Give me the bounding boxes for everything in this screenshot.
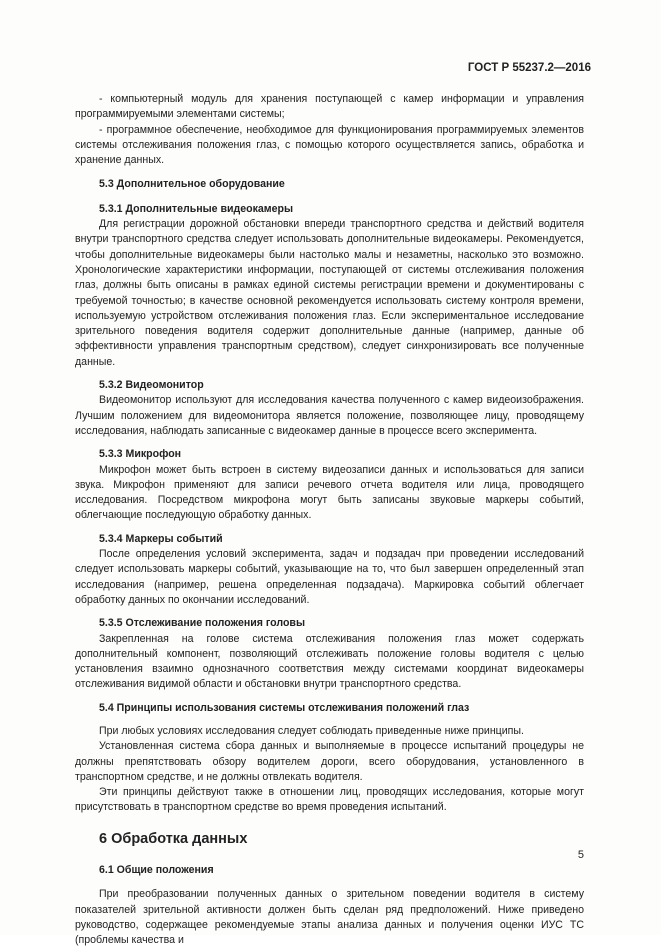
section-heading-5-3-3: 5.3.3 Микрофон xyxy=(99,448,182,461)
paragraph-5-3-1: Для регистрации дорожной обстановки впереди транспортного средства и действий водителя внутри транспортного средства следует использовать дополнительные видеокамеры. Рекомендуется, чтобы дополнительные видеокамеры были настолько малы и незаметны, насколько это возможно. Хронологические характеристики информации, поступающей от системы отслеживания положения глаз, должны быть описаны в рамках единой системы регистрации времени и документированы с требуемой точностью; в качестве основной рекомендуется использовать систему контроля времени, используемую устройством отслеживания положения глаз. Если экспериментальное исследование зрительного поведения водителя содержит дополнительные данные (например, данные об эффективности управления транспортным средством), следует синхронизировать все полученные данные. xyxy=(75,218,584,368)
page-number: 5 xyxy=(577,849,584,861)
list-item: - компьютерный модуль для хранения поступающей с камер информации и управления программируемыми элементами системы; xyxy=(75,93,584,121)
list-item: - программное обеспечение, необходимое для функционирования программируемых элементов системы отслеживания положения глаз, с помощью которого осуществляется запись, обработка и хранение данных. xyxy=(75,123,584,167)
section-heading-5-4: 5.4 Принципы использования системы отслеживания положений глаз xyxy=(99,701,470,714)
paragraph-5-3-5: Закрепленная на голове система отслеживания положения глаз может содержать дополнительный компонент, позволяющий отслеживать положение головы водителя с целью установления взаимно однозначного соответствия между системами координат видеокамеры отслеживания видимой области и обстановки внутри транспортного средства. xyxy=(75,632,584,691)
section-heading-5-3: 5.3 Дополнительное оборудование xyxy=(99,178,285,191)
section-heading-6-1: 6.1 Общие положения xyxy=(99,864,214,877)
paragraph-5-3-3: Микрофон может быть встроен в систему видеозаписи данных и использоваться для записи звука. Микрофон применяют для записи речевого отчета водителя или лица, проводящего исследования. Посредством микрофона могут быть записаны звуковые маркеры событий, облегчающие последующую обработку данных. xyxy=(75,463,584,522)
document-id: ГОСТ Р 55237.2—2016 xyxy=(467,62,591,74)
paragraph-6-1: При преобразовании полученных данных о зрительном поведении водителя в систему показателей зрительной активности должен быть сделан ряд предположений. Ниже приведено руководство, содержащее рекомендуемые этапы анализа данных и получения оценки ИУС ТС (проблемы качества и xyxy=(75,888,584,947)
section-heading-5-3-4: 5.3.4 Маркеры событий xyxy=(99,532,223,545)
chapter-heading-6: 6 Обработка данных xyxy=(99,830,248,847)
paragraph-5-4-c: Эти принципы действуют также в отношении лиц, проводящих исследования, которые могут присутствовать в транспортном средстве во время проведения испытаний. xyxy=(75,786,584,814)
section-heading-5-3-2: 5.3.2 Видеомонитор xyxy=(99,379,204,392)
paragraph-5-4-a: При любых условиях исследования следует соблюдать приведенные ниже принципы. xyxy=(99,724,524,737)
section-heading-5-3-5: 5.3.5 Отслеживание положения головы xyxy=(99,617,305,630)
section-heading-5-3-1: 5.3.1 Дополнительные видеокамеры xyxy=(99,202,294,215)
paragraph-5-3-2: Видеомонитор используют для исследования качества полученного с камер видеоизображения. Лучшим положением для видеомонитора является положение, позволяющее лицу, проводящему исследования, наблюдать записанные с видеокамер данные в процессе всего эксперимента. xyxy=(75,394,584,437)
paragraph-5-3-4: После определения условий эксперимента, задач и подзадач при проведении исследований следует использовать маркеры событий, указывающие на то, что был завершен определенный этап исследования (например, решена определенная подзадача). Маркировка событий облегчает обработку данных по окончании исследований. xyxy=(75,548,584,606)
paragraph-5-4-b: Установленная система сбора данных и выполняемые в процессе испытаний процедуры не должны препятствовать обзору водителем дороги, всего оборудования, установленного в транспортном средстве, и не должны отвлекать водителя. xyxy=(75,740,584,783)
page-content xyxy=(75,92,584,949)
